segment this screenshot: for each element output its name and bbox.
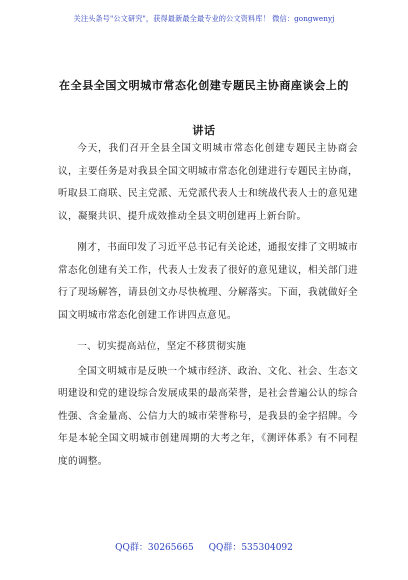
paragraph-section-1: 全国文明城市是反映一个城市经济、政治、文化、社会、生态文明建设和党的建设综合发展成果的最高荣誉，是社会普遍公认的综合性强、含金量高、公信力大的城市荣誉称号，是我县的金字招牌。今年是本轮全国文明城市创建周期的大考之年，《测评体系》有不同程度的调整。: [58, 365, 358, 467]
paragraph-remarks: 刚才，书面印发了习近平总书记有关论述，通报安排了文明城市常态化创建有关工作，代表人士发表了很好的意见建议，相关部门进行了现场解答，请县创文办尽快梳理、分解落实。下面，我就做好全国文明城市常态化创建工作讲四点意见。: [58, 242, 358, 321]
paragraph-opening: 今天，我们召开全县全国文明城市常态化创建专题民主协商会议，主要任务是对我县全国文明城市常态化创建进行专题民主协商，听取县工商联、民主党派、无党派代表人士和统战代表人士的意见建议，凝聚共识、提升成效推动全县文明创建再上新台阶。: [58, 143, 358, 222]
section-heading-1: 一、切实提高站位，坚定不移贯彻实施: [77, 341, 247, 352]
footer-qq-1: QQ群：30265665: [115, 543, 194, 553]
footer-qq-2: QQ群：535304092: [208, 543, 293, 553]
document-title-line-2: 讲话: [192, 124, 216, 137]
footer: [0, 540, 408, 553]
body-text: [58, 138, 358, 473]
document-title-line-1: 在全县全国文明城市常态化创建专题民主协商座谈会上的: [59, 79, 349, 92]
header-note: 关注头条号"公文研究"，获得最新最全最专业的公文资料库！ 微信：gongwenyj: [73, 14, 335, 23]
